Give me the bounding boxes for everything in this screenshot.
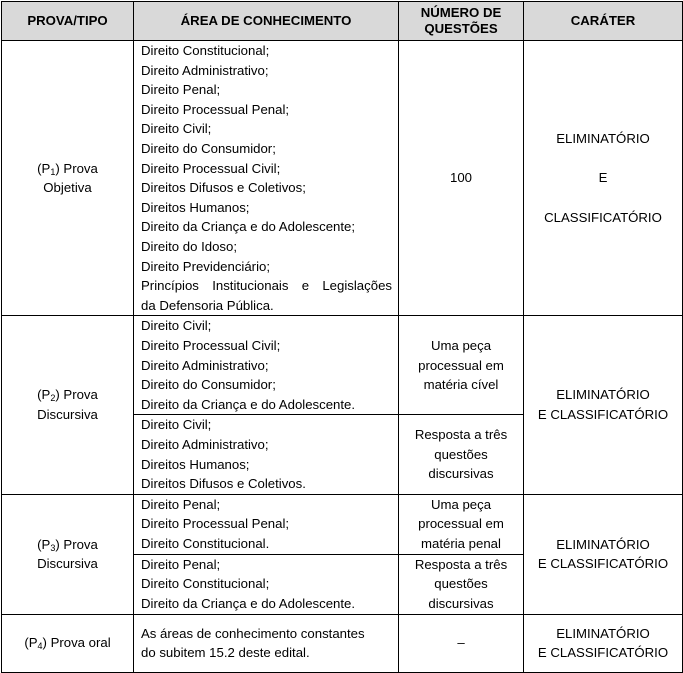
area-item: Direito do Consumidor; bbox=[141, 377, 276, 393]
tipo-p2-sub: 2 bbox=[50, 393, 56, 404]
area-item: Direitos Difusos e Coletivos. bbox=[141, 476, 306, 492]
table-row-p4 bbox=[2, 614, 683, 672]
area-item: Direitos Humanos; bbox=[141, 456, 250, 472]
carater-p1-line1: ELIMINATÓRIO bbox=[556, 131, 650, 147]
num-p3a bbox=[399, 494, 524, 554]
num-p1: 100 bbox=[399, 41, 524, 316]
tipo-p1-suffix: ) Prova bbox=[55, 160, 98, 176]
carater-p2-line1: ELIMINATÓRIO bbox=[556, 387, 650, 403]
area-item: Direito Penal; bbox=[141, 496, 221, 512]
num-line: Resposta a três bbox=[414, 427, 508, 443]
header-numero-questoes bbox=[399, 2, 524, 41]
num-line: questões bbox=[434, 446, 488, 462]
tipo-p3-prefix: (P bbox=[37, 536, 51, 552]
carater-p3-line2: E CLASSIFICATÓRIO bbox=[537, 556, 669, 572]
num-p4: – bbox=[399, 614, 524, 672]
area-item: Direito do Consumidor; bbox=[141, 140, 276, 156]
num-line: Uma peça bbox=[430, 337, 492, 353]
num-p2b bbox=[399, 415, 524, 494]
tipo-p2 bbox=[2, 316, 134, 494]
area-item: Direito Administrativo; bbox=[141, 436, 269, 452]
area-item: Direito Processual Penal; bbox=[141, 101, 290, 117]
num-p3b bbox=[399, 554, 524, 614]
tipo-p1 bbox=[2, 41, 134, 316]
area-item: Direito Administrativo; bbox=[141, 62, 269, 78]
area-item: Direito Previdenciário; bbox=[141, 258, 270, 274]
num-line: discursivas bbox=[428, 466, 494, 482]
carater-p4-line2: E CLASSIFICATÓRIO bbox=[537, 645, 669, 661]
tipo-p4-sub: 4 bbox=[37, 641, 43, 652]
area-item: Direito Constitucional; bbox=[141, 43, 270, 58]
area-item: Direito do Idoso; bbox=[141, 238, 238, 254]
tipo-p2-line2: Discursiva bbox=[37, 407, 98, 422]
tipo-p4 bbox=[2, 614, 134, 672]
area-p1 bbox=[134, 41, 399, 316]
exam-table bbox=[1, 1, 683, 673]
area-p2b bbox=[134, 415, 399, 494]
header-carater: CARÁTER bbox=[524, 2, 683, 41]
area-item: Direito Constitucional. bbox=[141, 535, 270, 551]
num-line: processual em bbox=[418, 516, 504, 532]
carater-p1-line2: E bbox=[598, 170, 608, 186]
header-area: ÁREA DE CONHECIMENTO bbox=[134, 2, 399, 41]
carater-p4 bbox=[524, 614, 683, 672]
table-row-p2a bbox=[2, 316, 683, 415]
area-item: Direito Penal; bbox=[141, 82, 221, 98]
tipo-p1-line2: Objetiva bbox=[43, 180, 92, 196]
area-item: Direito Processual Civil; bbox=[141, 337, 281, 353]
area-p3b bbox=[134, 554, 399, 614]
area-item: da Defensoria Pública. bbox=[141, 297, 274, 313]
carater-p1-line3: CLASSIFICATÓRIO bbox=[544, 209, 662, 225]
area-item: As áreas de conhecimento constantes bbox=[141, 625, 365, 641]
area-item: Direito da Criança e do Adolescente; bbox=[141, 219, 356, 235]
tipo-p1-prefix: (P bbox=[37, 160, 51, 176]
num-line: questões bbox=[434, 576, 488, 592]
carater-p1 bbox=[524, 41, 683, 316]
tipo-p3 bbox=[2, 494, 134, 614]
area-p4 bbox=[134, 614, 399, 672]
num-line: discursivas bbox=[428, 595, 494, 611]
area-item: Direito da Criança e do Adolescente. bbox=[141, 595, 356, 611]
carater-p2 bbox=[524, 316, 683, 494]
num-line: matéria cível bbox=[423, 377, 499, 393]
area-item: Direito Constitucional; bbox=[141, 576, 270, 592]
num-line: Resposta a três bbox=[414, 556, 508, 572]
tipo-p2-prefix: (P bbox=[37, 387, 51, 403]
num-line: processual em bbox=[418, 357, 504, 373]
tipo-p3-line2: Discursiva bbox=[37, 556, 98, 572]
area-item: Direitos Difusos e Coletivos; bbox=[141, 180, 306, 196]
carater-p4-line1: ELIMINATÓRIO bbox=[556, 625, 650, 641]
tipo-p3-suffix: ) Prova bbox=[55, 536, 98, 552]
area-item: Direito Civil; bbox=[141, 318, 212, 334]
area-item: Direito da Criança e do Adolescente. bbox=[141, 396, 356, 412]
num-p2a bbox=[399, 316, 524, 415]
tipo-p4-suffix: ) Prova oral bbox=[42, 635, 111, 651]
table-header-row bbox=[2, 2, 683, 41]
area-item: Direito Processual Penal; bbox=[141, 516, 290, 532]
header-num-line1: NÚMERO DE bbox=[420, 5, 502, 20]
table-row-p3a bbox=[2, 494, 683, 554]
carater-p3-line1: ELIMINATÓRIO bbox=[556, 536, 650, 552]
header-num-line2: QUESTÕES bbox=[424, 21, 498, 36]
area-item: Direitos Humanos; bbox=[141, 199, 250, 215]
carater-p3 bbox=[524, 494, 683, 614]
table-row-p1 bbox=[2, 41, 683, 316]
area-item: do subitem 15.2 deste edital. bbox=[141, 645, 310, 661]
num-line: matéria penal bbox=[421, 535, 501, 551]
tipo-p4-prefix: (P bbox=[24, 635, 38, 651]
tipo-p2-suffix: ) Prova bbox=[55, 387, 98, 403]
area-item: Princípios Institucionais e Legislações bbox=[141, 278, 392, 294]
header-prova-tipo: PROVA/TIPO bbox=[2, 2, 134, 41]
carater-p2-line2: E CLASSIFICATÓRIO bbox=[537, 407, 669, 422]
area-item: Direito Penal; bbox=[141, 556, 221, 572]
area-item: Direito Processual Civil; bbox=[141, 160, 281, 176]
tipo-p1-sub: 1 bbox=[50, 166, 56, 177]
area-item: Direito Civil; bbox=[141, 417, 212, 433]
tipo-p3-sub: 3 bbox=[50, 542, 56, 553]
area-item: Direito Civil; bbox=[141, 121, 212, 137]
area-p3a bbox=[134, 494, 399, 554]
area-p2a bbox=[134, 316, 399, 415]
area-item: Direito Administrativo; bbox=[141, 357, 269, 373]
num-line: Uma peça bbox=[430, 496, 492, 512]
